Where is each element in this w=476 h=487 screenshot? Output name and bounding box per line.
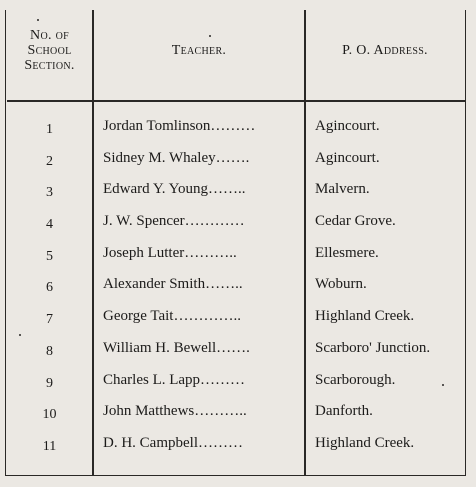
school-section-number: 3 [46, 185, 53, 201]
po-address: Malvern. [315, 181, 370, 198]
school-section-number: 5 [46, 248, 53, 264]
po-address: Danforth. [315, 403, 373, 420]
school-section-number: 8 [46, 343, 53, 359]
po-address: Woburn. [315, 276, 367, 293]
teacher-name: J. W. Spencer………… [103, 213, 245, 230]
table-row [0, 150, 476, 182]
teacher-name: John Matthews……….. [103, 403, 247, 420]
header-po-address: P. O. Address. [342, 42, 428, 58]
teacher-name: D. H. Campbell……… [103, 434, 243, 451]
school-section-number: 11 [42, 438, 57, 454]
school-section-number: 6 [46, 280, 53, 296]
teacher-name: Sidney M. Whaley……. [103, 149, 250, 166]
teacher-name: William H. Bewell……. [103, 339, 250, 356]
po-address: Cedar Grove. [315, 213, 396, 230]
table-row [0, 340, 476, 372]
print-speck [442, 384, 444, 386]
teacher-name: Alexander Smith…….. [103, 276, 243, 293]
table-row [0, 118, 476, 150]
table-row [0, 276, 476, 308]
print-speck [209, 35, 211, 37]
po-address: Scarboro' Junction. [315, 339, 431, 356]
header-rule [7, 100, 465, 102]
table-row [0, 403, 476, 435]
school-section-number: 4 [46, 217, 53, 233]
school-section-number: 2 [46, 153, 53, 169]
table-row [0, 245, 476, 277]
teacher-name: George Tait………….. [103, 308, 241, 325]
po-address: Highland Creek. [315, 308, 415, 325]
teacher-name: Jordan Tomlinson……… [103, 118, 256, 134]
po-address: Highland Creek. [315, 434, 415, 451]
print-speck [37, 19, 39, 21]
header-teacher: Teacher. [171, 42, 227, 58]
po-address: Ellesmere. [315, 244, 379, 261]
header-school-section: No. of School Section. [24, 27, 75, 73]
school-section-number: 1 [46, 122, 53, 137]
table-row [0, 213, 476, 245]
school-section-number: 9 [46, 375, 53, 391]
teacher-name: Edward Y. Young…….. [103, 181, 246, 198]
table-body [0, 118, 476, 467]
school-section-number: 7 [46, 312, 53, 328]
table-row [0, 435, 476, 467]
table-row [0, 181, 476, 213]
po-address: Agincourt. [315, 149, 380, 166]
teacher-name: Charles L. Lapp……… [103, 371, 246, 388]
po-address: Scarborough. [315, 371, 396, 388]
table-row [0, 308, 476, 340]
teacher-name: Joseph Lutter……….. [103, 244, 237, 261]
po-address: Agincourt. [315, 118, 380, 134]
school-section-number: 10 [42, 407, 57, 423]
print-speck [19, 334, 21, 336]
table-row [0, 372, 476, 404]
